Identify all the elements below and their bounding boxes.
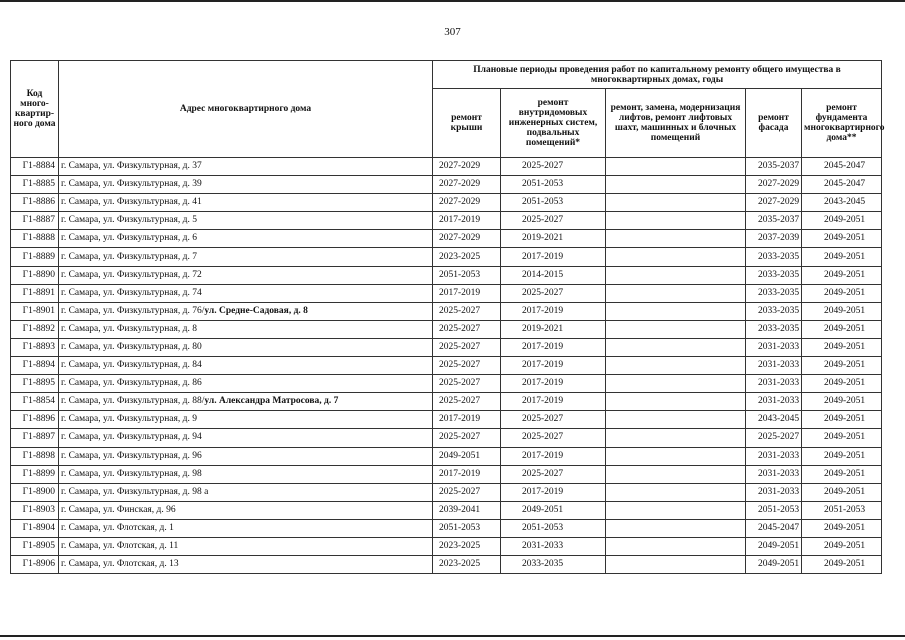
table-row xyxy=(11,556,882,574)
cell-roof: 2025-2027 xyxy=(433,320,501,338)
cell-facade: 2031-2033 xyxy=(746,447,802,465)
cell-address: г. Самара, ул. Физкультурная, д. 86 xyxy=(59,375,433,393)
cell-roof: 2027-2029 xyxy=(433,158,501,176)
cell-foundation: 2049-2051 xyxy=(802,320,882,338)
cell-elevators xyxy=(606,537,746,555)
cell-elevators xyxy=(606,230,746,248)
page-number: 307 xyxy=(444,26,461,38)
cell-address: г. Самара, ул. Физкультурная, д. 80 xyxy=(59,338,433,356)
cell-roof: 2027-2029 xyxy=(433,194,501,212)
cell-code: Г1-8906 xyxy=(11,556,59,574)
cell-code: Г1-8904 xyxy=(11,519,59,537)
table-row xyxy=(11,537,882,555)
cell-systems: 2019-2021 xyxy=(501,320,606,338)
table-row xyxy=(11,411,882,429)
table-row xyxy=(11,519,882,537)
cell-elevators xyxy=(606,338,746,356)
cell-systems: 2017-2019 xyxy=(501,302,606,320)
cell-address: г. Самара, ул. Физкультурная, д. 88/ул. Александра Матросова, д. 7 xyxy=(59,393,433,411)
cell-facade: 2033-2035 xyxy=(746,266,802,284)
cell-systems: 2025-2027 xyxy=(501,212,606,230)
cell-address: г. Самара, ул. Физкультурная, д. 76/ул. Средне-Садовая, д. 8 xyxy=(59,302,433,320)
cell-elevators xyxy=(606,483,746,501)
repair-schedule-table xyxy=(10,60,885,574)
cell-code: Г1-8886 xyxy=(11,194,59,212)
cell-facade: 2031-2033 xyxy=(746,465,802,483)
cell-systems: 2025-2027 xyxy=(501,284,606,302)
cell-systems: 2031-2033 xyxy=(501,537,606,555)
cell-facade: 2031-2033 xyxy=(746,483,802,501)
table-body xyxy=(11,158,882,574)
cell-elevators xyxy=(606,357,746,375)
cell-roof: 2027-2029 xyxy=(433,176,501,194)
cell-foundation: 2049-2051 xyxy=(802,411,882,429)
table-row xyxy=(11,158,882,176)
cell-foundation: 2045-2047 xyxy=(802,176,882,194)
cell-address: г. Самара, ул. Физкультурная, д. 5 xyxy=(59,212,433,230)
cell-foundation: 2049-2051 xyxy=(802,357,882,375)
cell-systems: 2017-2019 xyxy=(501,393,606,411)
cell-systems: 2017-2019 xyxy=(501,338,606,356)
cell-code: Г1-8895 xyxy=(11,375,59,393)
cell-roof: 2025-2027 xyxy=(433,429,501,447)
cell-foundation: 2045-2047 xyxy=(802,158,882,176)
cell-elevators xyxy=(606,429,746,447)
cell-roof: 2025-2027 xyxy=(433,483,501,501)
cell-address: г. Самара, ул. Физкультурная, д. 37 xyxy=(59,158,433,176)
table-row xyxy=(11,230,882,248)
cell-code: Г1-8890 xyxy=(11,266,59,284)
cell-elevators xyxy=(606,519,746,537)
cell-facade: 2027-2029 xyxy=(746,194,802,212)
cell-facade: 2031-2033 xyxy=(746,338,802,356)
cell-systems: 2025-2027 xyxy=(501,465,606,483)
cell-code: Г1-8899 xyxy=(11,465,59,483)
table-row xyxy=(11,212,882,230)
cell-address: г. Самара, ул. Флотская, д. 11 xyxy=(59,537,433,555)
cell-foundation: 2049-2051 xyxy=(802,302,882,320)
cell-elevators xyxy=(606,248,746,266)
cell-roof: 2025-2027 xyxy=(433,375,501,393)
table-row xyxy=(11,338,882,356)
cell-systems: 2049-2051 xyxy=(501,501,606,519)
table-row xyxy=(11,357,882,375)
cell-address: г. Самара, ул. Флотская, д. 1 xyxy=(59,519,433,537)
cell-facade: 2031-2033 xyxy=(746,357,802,375)
cell-facade: 2049-2051 xyxy=(746,556,802,574)
cell-roof: 2025-2027 xyxy=(433,338,501,356)
cell-elevators xyxy=(606,411,746,429)
cell-foundation: 2049-2051 xyxy=(802,429,882,447)
cell-facade: 2051-2053 xyxy=(746,501,802,519)
cell-code: Г1-8903 xyxy=(11,501,59,519)
header-foundation: ремонт фундамента многоквартирного дома** xyxy=(802,89,882,158)
cell-address: г. Самара, ул. Физкультурная, д. 84 xyxy=(59,357,433,375)
cell-roof: 2023-2025 xyxy=(433,537,501,555)
cell-address: г. Самара, ул. Физкультурная, д. 94 xyxy=(59,429,433,447)
cell-roof: 2017-2019 xyxy=(433,284,501,302)
cell-facade: 2043-2045 xyxy=(746,411,802,429)
cell-systems: 2017-2019 xyxy=(501,375,606,393)
table-row xyxy=(11,284,882,302)
top-rule xyxy=(0,0,905,2)
cell-foundation: 2049-2051 xyxy=(802,375,882,393)
table-row xyxy=(11,483,882,501)
cell-facade: 2037-2039 xyxy=(746,230,802,248)
header-address: Адрес многоквартирного дома xyxy=(59,61,433,158)
cell-elevators xyxy=(606,447,746,465)
cell-code: Г1-8898 xyxy=(11,447,59,465)
cell-address: г. Самара, ул. Флотская, д. 13 xyxy=(59,556,433,574)
cell-foundation: 2049-2051 xyxy=(802,248,882,266)
cell-foundation: 2049-2051 xyxy=(802,230,882,248)
cell-foundation: 2051-2053 xyxy=(802,501,882,519)
cell-elevators xyxy=(606,266,746,284)
cell-address: г. Самара, ул. Физкультурная, д. 8 xyxy=(59,320,433,338)
cell-foundation: 2049-2051 xyxy=(802,393,882,411)
cell-facade: 2027-2029 xyxy=(746,176,802,194)
cell-code: Г1-8891 xyxy=(11,284,59,302)
cell-facade: 2033-2035 xyxy=(746,248,802,266)
cell-elevators xyxy=(606,158,746,176)
table-row xyxy=(11,176,882,194)
cell-elevators xyxy=(606,284,746,302)
cell-elevators xyxy=(606,501,746,519)
table-row xyxy=(11,375,882,393)
cell-address: г. Самара, ул. Физкультурная, д. 72 xyxy=(59,266,433,284)
cell-roof: 2023-2025 xyxy=(433,556,501,574)
cell-address: г. Самара, ул. Физкультурная, д. 39 xyxy=(59,176,433,194)
cell-address: г. Самара, ул. Физкультурная, д. 96 xyxy=(59,447,433,465)
cell-roof: 2039-2041 xyxy=(433,501,501,519)
cell-elevators xyxy=(606,320,746,338)
header-facade: ремонт фасада xyxy=(746,89,802,158)
cell-foundation: 2049-2051 xyxy=(802,537,882,555)
cell-elevators xyxy=(606,465,746,483)
cell-systems: 2025-2027 xyxy=(501,411,606,429)
header-systems: ремонт внутридомовых инженерных систем, подвальных помещений* xyxy=(501,89,606,158)
cell-roof: 2051-2053 xyxy=(433,266,501,284)
table-row xyxy=(11,429,882,447)
cell-foundation: 2049-2051 xyxy=(802,465,882,483)
header-roof: ремонт крыши xyxy=(433,89,501,158)
cell-systems: 2025-2027 xyxy=(501,158,606,176)
table-row xyxy=(11,320,882,338)
cell-systems: 2017-2019 xyxy=(501,483,606,501)
cell-address: г. Самара, ул. Физкультурная, д. 41 xyxy=(59,194,433,212)
cell-roof: 2025-2027 xyxy=(433,393,501,411)
cell-facade: 2031-2033 xyxy=(746,393,802,411)
cell-address: г. Самара, ул. Финская, д. 96 xyxy=(59,501,433,519)
cell-elevators xyxy=(606,375,746,393)
cell-roof: 2025-2027 xyxy=(433,357,501,375)
cell-roof: 2049-2051 xyxy=(433,447,501,465)
cell-address: г. Самара, ул. Физкультурная, д. 6 xyxy=(59,230,433,248)
cell-address: г. Самара, ул. Физкультурная, д. 98 а xyxy=(59,483,433,501)
cell-address: г. Самара, ул. Физкультурная, д. 9 xyxy=(59,411,433,429)
table-row xyxy=(11,393,882,411)
cell-facade: 2035-2037 xyxy=(746,212,802,230)
header-elevators: ремонт, замена, модернизация лифтов, ремонт лифтовых шахт, машинных и блочных помещений xyxy=(606,89,746,158)
cell-systems: 2051-2053 xyxy=(501,176,606,194)
cell-systems: 2017-2019 xyxy=(501,248,606,266)
cell-address: г. Самара, ул. Физкультурная, д. 7 xyxy=(59,248,433,266)
cell-roof: 2027-2029 xyxy=(433,230,501,248)
cell-foundation: 2049-2051 xyxy=(802,519,882,537)
table-row xyxy=(11,501,882,519)
cell-code: Г1-8896 xyxy=(11,411,59,429)
cell-foundation: 2043-2045 xyxy=(802,194,882,212)
cell-code: Г1-8901 xyxy=(11,302,59,320)
cell-facade: 2031-2033 xyxy=(746,375,802,393)
cell-code: Г1-8892 xyxy=(11,320,59,338)
cell-foundation: 2049-2051 xyxy=(802,212,882,230)
cell-foundation: 2049-2051 xyxy=(802,483,882,501)
cell-elevators xyxy=(606,302,746,320)
cell-code: Г1-8888 xyxy=(11,230,59,248)
cell-systems: 2014-2015 xyxy=(501,266,606,284)
cell-facade: 2035-2037 xyxy=(746,158,802,176)
table-row xyxy=(11,194,882,212)
cell-facade: 2025-2027 xyxy=(746,429,802,447)
cell-systems: 2017-2019 xyxy=(501,357,606,375)
cell-code: Г1-8905 xyxy=(11,537,59,555)
table-row xyxy=(11,465,882,483)
cell-systems: 2051-2053 xyxy=(501,194,606,212)
cell-elevators xyxy=(606,194,746,212)
cell-roof: 2023-2025 xyxy=(433,248,501,266)
header-code: Код много-квартир-ного дома xyxy=(11,61,59,158)
cell-facade: 2045-2047 xyxy=(746,519,802,537)
cell-roof: 2017-2019 xyxy=(433,411,501,429)
table-row xyxy=(11,447,882,465)
cell-address: г. Самара, ул. Физкультурная, д. 74 xyxy=(59,284,433,302)
cell-roof: 2017-2019 xyxy=(433,212,501,230)
cell-roof: 2017-2019 xyxy=(433,465,501,483)
cell-foundation: 2049-2051 xyxy=(802,556,882,574)
cell-facade: 2033-2035 xyxy=(746,302,802,320)
bottom-rule xyxy=(0,635,905,637)
cell-systems: 2025-2027 xyxy=(501,429,606,447)
cell-elevators xyxy=(606,556,746,574)
cell-systems: 2033-2035 xyxy=(501,556,606,574)
cell-code: Г1-8893 xyxy=(11,338,59,356)
cell-elevators xyxy=(606,212,746,230)
cell-elevators xyxy=(606,393,746,411)
cell-systems: 2017-2019 xyxy=(501,447,606,465)
table-row xyxy=(11,302,882,320)
cell-foundation: 2049-2051 xyxy=(802,266,882,284)
cell-facade: 2033-2035 xyxy=(746,284,802,302)
header-periods-title: Плановые периоды проведения работ по капитальному ремонту общего имущества в многоквартирных домах, годы xyxy=(433,61,882,89)
cell-roof: 2051-2053 xyxy=(433,519,501,537)
cell-elevators xyxy=(606,176,746,194)
cell-systems: 2019-2021 xyxy=(501,230,606,248)
cell-code: Г1-8887 xyxy=(11,212,59,230)
cell-foundation: 2049-2051 xyxy=(802,447,882,465)
cell-foundation: 2049-2051 xyxy=(802,338,882,356)
cell-code: Г1-8897 xyxy=(11,429,59,447)
cell-code: Г1-8885 xyxy=(11,176,59,194)
cell-facade: 2033-2035 xyxy=(746,320,802,338)
table-row xyxy=(11,266,882,284)
table-row xyxy=(11,248,882,266)
cell-code: Г1-8894 xyxy=(11,357,59,375)
cell-code: Г1-8900 xyxy=(11,483,59,501)
cell-foundation: 2049-2051 xyxy=(802,284,882,302)
cell-code: Г1-8854 xyxy=(11,393,59,411)
cell-systems: 2051-2053 xyxy=(501,519,606,537)
cell-code: Г1-8889 xyxy=(11,248,59,266)
cell-address: г. Самара, ул. Физкультурная, д. 98 xyxy=(59,465,433,483)
cell-facade: 2049-2051 xyxy=(746,537,802,555)
cell-code: Г1-8884 xyxy=(11,158,59,176)
cell-roof: 2025-2027 xyxy=(433,302,501,320)
